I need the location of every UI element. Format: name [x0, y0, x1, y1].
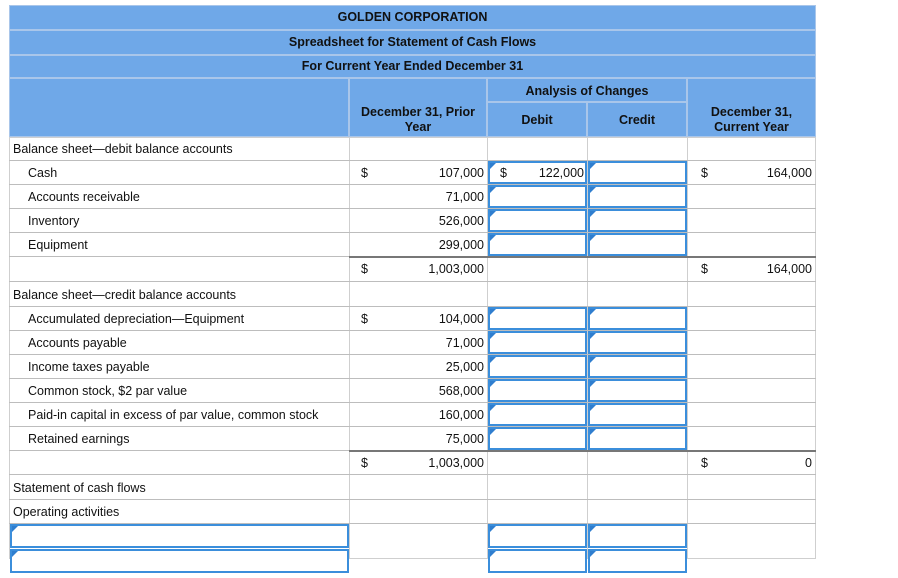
prior-total-debit: 1,003,000 — [428, 262, 484, 276]
debit-input-income-taxes-payable[interactable] — [488, 355, 587, 378]
debit-input-inventory[interactable] — [488, 209, 587, 232]
cash-flow-description-input[interactable] — [10, 524, 349, 548]
prior-value-inventory: 526,000 — [438, 214, 484, 228]
debit-input-accounts-receivable[interactable] — [488, 185, 587, 208]
row-line — [9, 184, 816, 185]
currency-symbol: $ — [701, 456, 708, 470]
row-label-accounts-payable: Accounts payable — [28, 336, 127, 350]
grid-divider — [687, 137, 688, 559]
credit-input-common-stock[interactable] — [588, 379, 687, 402]
row-label-retained-earnings: Retained earnings — [28, 432, 130, 446]
debit-section-heading: Balance sheet—debit balance accounts — [13, 142, 233, 156]
debit-input-equipment[interactable] — [488, 233, 587, 256]
prior-value-paid-in-capital: 160,000 — [438, 408, 484, 422]
row-line — [9, 378, 816, 379]
total-underline — [349, 256, 816, 258]
cash-flow-debit-input[interactable] — [488, 524, 587, 548]
prior-value-income-taxes-payable: 25,000 — [445, 360, 484, 374]
currency-symbol: $ — [361, 262, 368, 276]
credit-input-accounts-payable[interactable] — [588, 331, 687, 354]
prior-value-retained-earnings: 75,000 — [445, 432, 484, 446]
cash-flow-debit-input[interactable] — [488, 549, 587, 573]
row-label-common-stock: Common stock, $2 par value — [28, 384, 188, 398]
credit-input-accounts-receivable[interactable] — [588, 185, 687, 208]
row-line — [9, 426, 816, 427]
statement-title: Spreadsheet for Statement of Cash Flows — [288, 35, 537, 49]
credit-input-accumulated-depreciation[interactable] — [588, 307, 687, 330]
row-line — [9, 208, 816, 209]
row-label-paid-in-capital: Paid-in capital in excess of par value, common stock — [28, 408, 319, 422]
row-line — [9, 354, 816, 355]
current-value-cash: 164,000 — [766, 166, 812, 180]
debit-input-common-stock[interactable] — [488, 379, 587, 402]
credit-input-retained-earnings[interactable] — [588, 427, 687, 450]
row-line — [9, 402, 816, 403]
credit-section-heading: Balance sheet—credit balance accounts — [13, 288, 237, 302]
credit-input-inventory[interactable] — [588, 209, 687, 232]
cash-flow-credit-input[interactable] — [588, 549, 687, 573]
row-line — [9, 499, 816, 500]
row-line — [9, 232, 816, 233]
row-label-cash: Cash — [28, 166, 58, 180]
debit-input-retained-earnings[interactable] — [488, 427, 587, 450]
cash-flow-credit-input[interactable] — [588, 524, 687, 548]
current-total-credit: 0 — [805, 456, 812, 470]
credit-input-equipment[interactable] — [588, 233, 687, 256]
currency-symbol: $ — [701, 166, 708, 180]
debit-input-paid-in-capital[interactable] — [488, 403, 587, 426]
header-label-col — [9, 78, 349, 137]
credit-input-paid-in-capital[interactable] — [588, 403, 687, 426]
currency-symbol: $ — [361, 166, 368, 180]
prior-value-equipment: 299,000 — [438, 238, 484, 252]
row-line — [9, 160, 816, 161]
company-name: GOLDEN CORPORATION — [337, 10, 488, 24]
currency-symbol: $ — [701, 262, 708, 276]
prior-value-accounts-payable: 71,000 — [445, 336, 484, 350]
prior-value-accumulated-depreciation: 104,000 — [438, 312, 484, 326]
period-title: For Current Year Ended December 31 — [301, 59, 524, 73]
debit-value-cash: 122,000 — [538, 166, 584, 180]
row-line — [9, 281, 816, 282]
row-label-accumulated-depreciation: Accumulated depreciation—Equipment — [28, 312, 245, 326]
total-underline — [349, 450, 816, 452]
row-label-accounts-receivable: Accounts receivable — [28, 190, 140, 204]
prior-year-heading: December 31, Prior Year — [361, 105, 475, 134]
current-total-debit: 164,000 — [766, 262, 812, 276]
row-label-income-taxes-payable: Income taxes payable — [28, 360, 150, 374]
grid-divider — [349, 137, 350, 559]
row-line — [9, 330, 816, 331]
credit-input-income-taxes-payable[interactable] — [588, 355, 687, 378]
row-label-inventory: Inventory — [28, 214, 80, 228]
currency-symbol: $ — [500, 166, 507, 180]
cash-flow-description-input[interactable] — [10, 549, 349, 573]
row-line — [9, 306, 816, 307]
debit-heading: Debit — [521, 113, 553, 127]
analysis-of-changes-heading: Analysis of Changes — [525, 84, 649, 98]
current-year-heading: December 31, Current Year — [710, 105, 793, 134]
row-line — [9, 474, 816, 475]
operating-activities-heading: Operating activities — [13, 505, 120, 519]
debit-input-accumulated-depreciation[interactable] — [488, 307, 587, 330]
prior-value-common-stock: 568,000 — [438, 384, 484, 398]
currency-symbol: $ — [361, 456, 368, 470]
prior-value-cash: 107,000 — [438, 166, 484, 180]
prior-value-accounts-receivable: 71,000 — [445, 190, 484, 204]
cash-flows-heading: Statement of cash flows — [13, 481, 146, 495]
row-label-equipment: Equipment — [28, 238, 88, 252]
prior-total-credit: 1,003,000 — [428, 456, 484, 470]
currency-symbol: $ — [361, 312, 368, 326]
debit-input-accounts-payable[interactable] — [488, 331, 587, 354]
credit-heading: Credit — [618, 113, 656, 127]
credit-input-cash[interactable] — [588, 161, 687, 184]
